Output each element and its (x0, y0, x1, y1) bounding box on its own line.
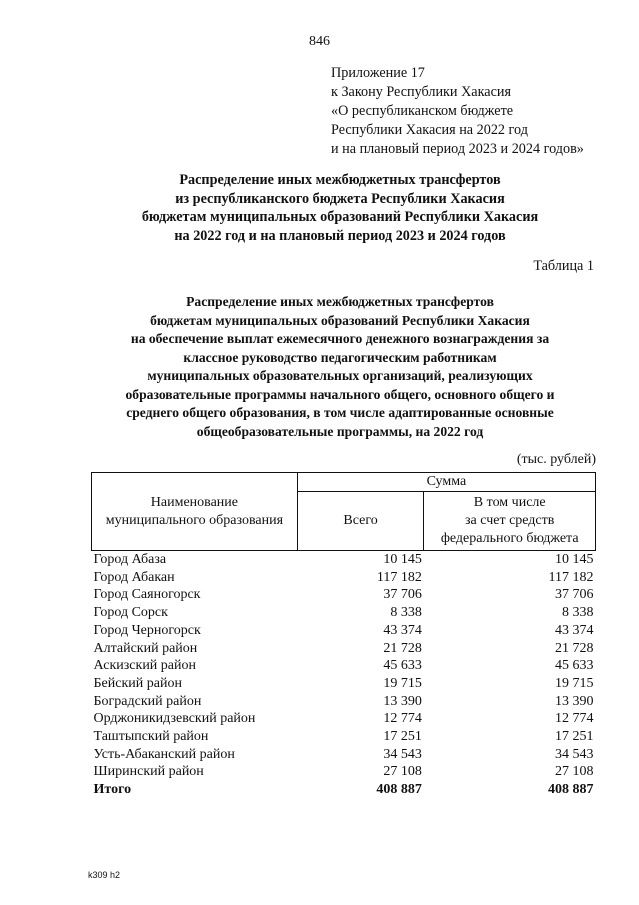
municipality-name: Город Абакан (93, 569, 175, 585)
annex-line: Республики Хакасия на 2022 год (331, 122, 528, 138)
municipality-name: Орджоникидзевский район (93, 711, 256, 727)
total-value: 8 338 (390, 605, 422, 621)
table-title-line: Распределение иных межбюджетных трансфертов (186, 294, 494, 309)
table-row (92, 746, 596, 764)
municipality-name: Итого (93, 782, 132, 798)
federal-value: 43 374 (555, 622, 594, 638)
main-title-line: из республиканского бюджета Республики Хакасия (175, 190, 505, 207)
table-row (92, 657, 596, 675)
table-title-line: общеобразовательные программы, на 2022 год (196, 423, 484, 439)
table-title-line: на обеспечение выплат ежемесячного денежного вознаграждения за (130, 331, 550, 346)
table-row (92, 693, 596, 711)
annex-line: Приложение 17 (331, 65, 425, 81)
municipality-name: Ширинский район (93, 764, 204, 780)
total-value: 13 390 (383, 693, 422, 709)
total-value: 45 633 (383, 658, 422, 674)
total-value: 17 251 (383, 729, 422, 745)
table-title (40, 293, 639, 441)
header-federal-line: федерального бюджета (440, 531, 579, 546)
footer-code: k309 h2 (88, 870, 121, 880)
annex-line: к Закону Республики Хакасия (331, 84, 511, 100)
table-row (92, 728, 596, 746)
federal-value: 408 887 (548, 782, 594, 798)
municipality-name: Бейский район (93, 675, 182, 691)
main-title-line: на 2022 год и на плановый период 2023 и 2024 годов (174, 227, 506, 244)
header-total: Всего (297, 492, 424, 551)
federal-value: 8 338 (562, 605, 594, 621)
table-row (92, 586, 596, 604)
table-title-line: классное руководство педагогическим работникам (183, 349, 497, 365)
federal-value: 34 543 (555, 746, 594, 762)
federal-value: 12 774 (555, 711, 594, 727)
annex-line: «О республиканском бюджете (331, 103, 514, 119)
table-title-line: среднего общего образования, в том числе адаптированные основные (126, 405, 554, 420)
main-title-line: бюджетам муниципальных образований Республики Хакасия (141, 209, 539, 225)
federal-value: 21 728 (555, 640, 594, 656)
municipality-name: Боградский район (93, 693, 202, 709)
table-row (92, 710, 596, 728)
municipality-name: Аскизский район (93, 658, 196, 674)
municipality-name: Город Сорск (93, 605, 168, 621)
units-label: (тыс. рублей) (516, 452, 596, 467)
federal-value: 10 145 (555, 552, 594, 567)
table-total-row (92, 781, 596, 799)
total-value: 12 774 (383, 711, 422, 727)
total-value: 21 728 (383, 640, 422, 656)
table-title-line: бюджетам муниципальных образований Республики Хакасия (150, 312, 530, 328)
municipality-name: Алтайский район (93, 640, 198, 656)
table-row (92, 675, 596, 693)
federal-value: 27 108 (555, 764, 594, 780)
table-title-line: образовательные программы начального общего, основного общего и (125, 386, 555, 402)
federal-value: 19 715 (555, 675, 594, 691)
main-title (40, 171, 639, 245)
total-value: 43 374 (383, 622, 422, 638)
header-federal (424, 492, 596, 551)
table-row (92, 604, 596, 622)
table-row (92, 763, 596, 781)
total-value: 34 543 (383, 746, 422, 762)
header-name (92, 473, 298, 551)
federal-value: 37 706 (555, 587, 594, 603)
municipality-name: Город Саяногорск (93, 587, 201, 603)
table-row (92, 622, 596, 640)
municipality-name: Усть-Абаканский район (93, 746, 235, 762)
municipality-name: Город Черногорск (93, 622, 201, 638)
header-federal-line: В том числе (473, 495, 546, 510)
header-name-line: Наименование (150, 494, 239, 510)
municipality-name: Город Абаза (93, 552, 167, 567)
table-row (92, 640, 596, 658)
header-name-line: муниципального образования (105, 512, 284, 528)
federal-value: 17 251 (555, 729, 594, 745)
federal-value: 117 182 (548, 569, 594, 585)
page-number: 846 (309, 34, 330, 49)
table-row (92, 569, 596, 587)
total-value: 10 145 (383, 552, 422, 567)
annex-line: и на плановый период 2023 и 2024 годов» (331, 141, 584, 157)
main-title-line: Распределение иных межбюджетных трансфертов (179, 172, 501, 188)
table-row (92, 551, 596, 569)
federal-value: 13 390 (555, 693, 594, 709)
header-federal-line: за счет средств (465, 513, 555, 528)
total-value: 27 108 (383, 764, 422, 780)
municipality-name: Таштыпский район (93, 729, 209, 745)
total-value: 117 182 (376, 569, 422, 585)
table-label: Таблица 1 (533, 258, 594, 274)
total-value: 19 715 (383, 675, 422, 691)
table-title-line: муниципальных образовательных организаций, реализующих (147, 368, 533, 383)
header-sum: Сумма (297, 473, 595, 492)
table-body (92, 551, 596, 799)
total-value: 37 706 (383, 587, 422, 603)
annex-header (331, 64, 584, 159)
federal-value: 45 633 (555, 658, 594, 674)
total-value: 408 887 (376, 782, 422, 798)
distribution-table (91, 472, 596, 799)
